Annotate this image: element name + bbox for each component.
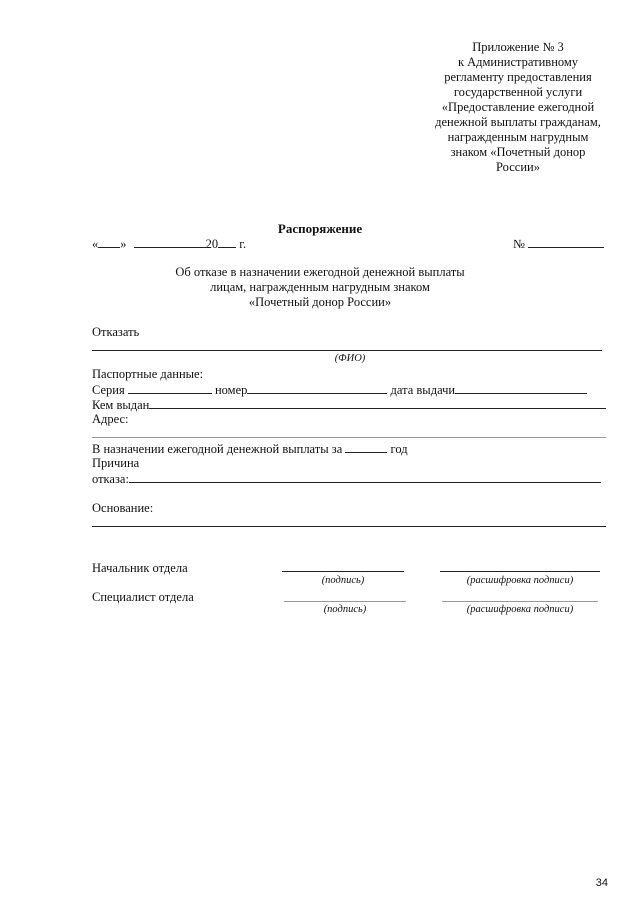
subject-line: Об отказе в назначении ежегодной денежной выплаты — [175, 265, 465, 279]
subject-line: «Почетный донор России» — [248, 295, 392, 309]
passport-number-blank[interactable] — [247, 382, 387, 394]
appendix-line: государственной услуги — [453, 85, 583, 99]
head-decoding-caption: (расшифровка подписи) — [466, 575, 574, 586]
series-label: Серия — [92, 383, 125, 397]
fio-line[interactable] — [92, 350, 602, 351]
appendix-line: знаком «Почетный донор — [450, 145, 586, 159]
issue-date-label: дата выдачи — [390, 383, 456, 397]
fio-caption: (ФИО) — [334, 353, 366, 364]
page-number: 34 — [595, 877, 608, 889]
subject-line: лицам, награжденным нагрудным знаком — [210, 280, 430, 294]
specialist-signature-line[interactable] — [284, 601, 406, 602]
issued-by-label: Кем выдан — [92, 398, 150, 412]
issued-by-blank[interactable] — [149, 397, 606, 409]
address-label: Адрес: — [92, 412, 129, 426]
basis-line[interactable] — [92, 526, 606, 527]
date-close-quote: » — [120, 237, 127, 251]
head-position: Начальник отдела — [92, 561, 188, 575]
year-suffix: г. — [239, 237, 247, 251]
refuse-label: Отказать — [92, 325, 140, 339]
order-date-line — [92, 236, 246, 252]
number-sign: № — [513, 237, 525, 251]
appendix-line: «Предоставление ежегодной — [441, 100, 595, 114]
series-blank[interactable] — [128, 382, 212, 394]
reason-label-2: отказа: — [92, 472, 129, 486]
issue-date-blank[interactable] — [455, 382, 587, 394]
basis-label: Основание: — [92, 501, 154, 515]
appendix-line: денежной выплаты гражданам, — [435, 115, 601, 129]
month-blank[interactable] — [134, 236, 206, 248]
head-signature-caption: (подпись) — [321, 575, 365, 586]
head-decoding-line[interactable] — [440, 571, 600, 572]
order-subject — [0, 265, 640, 310]
specialist-decoding-line[interactable] — [442, 601, 598, 602]
address-line[interactable] — [92, 437, 606, 438]
reason-blank[interactable] — [129, 471, 601, 483]
appendix-line: к Административному — [457, 55, 579, 69]
date-open-quote: « — [92, 237, 99, 251]
refusal-period-row — [92, 441, 408, 457]
reason-row — [92, 471, 601, 487]
passport-label: Паспортные данные: — [92, 367, 204, 381]
head-signature-line[interactable] — [282, 571, 404, 572]
specialist-decoding-caption: (расшифровка подписи) — [466, 604, 574, 615]
passport-details-row — [92, 382, 587, 398]
appendix-header — [420, 40, 616, 175]
day-blank[interactable] — [98, 236, 120, 248]
year-prefix: 20 — [205, 237, 219, 251]
refusal-year-blank[interactable] — [345, 441, 387, 453]
refusal-for-label: В назначении ежегодной денежной выплаты за — [92, 442, 343, 456]
reason-label-1: Причина — [92, 456, 140, 470]
appendix-line: награжденным нагрудным — [447, 130, 589, 144]
appendix-line: Приложение № 3 — [472, 40, 564, 54]
year-blank[interactable] — [218, 236, 236, 248]
specialist-signature-caption: (подпись) — [323, 604, 367, 615]
issued-by-row — [92, 397, 606, 413]
number-label: номер — [214, 383, 248, 397]
order-title: Распоряжение — [277, 221, 363, 236]
appendix-line: регламенту предоставления — [444, 70, 592, 84]
specialist-position: Специалист отдела — [92, 590, 194, 604]
order-number-line — [513, 236, 604, 252]
year-label: год — [390, 442, 408, 456]
order-number-blank[interactable] — [528, 236, 604, 248]
appendix-line: России» — [496, 160, 540, 174]
